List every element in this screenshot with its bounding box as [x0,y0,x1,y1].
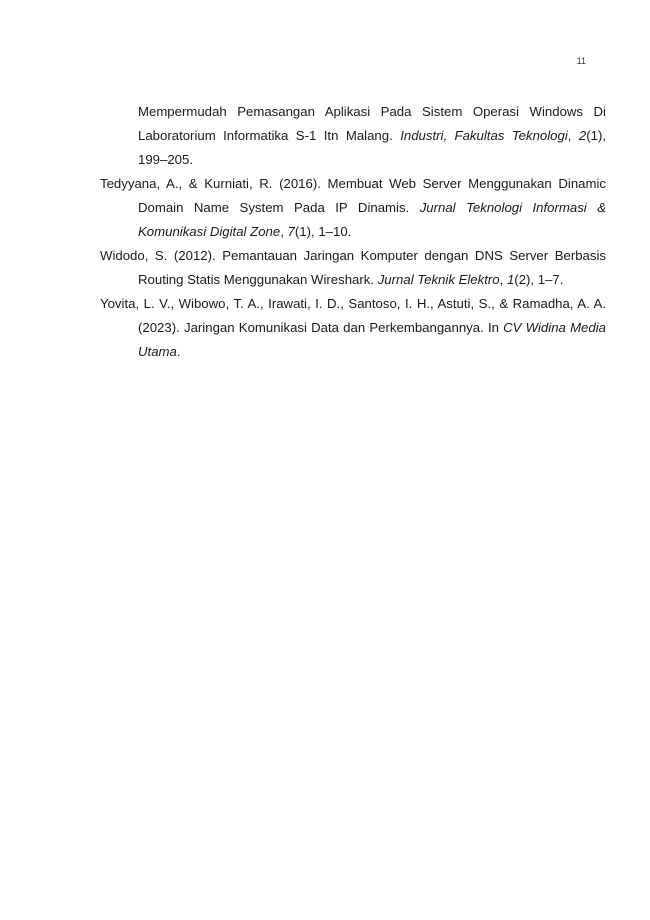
reference-separator: , [567,128,579,143]
reference-issue-pages: (1), 199–205. [138,128,607,167]
reference-entry-widodo [100,244,606,292]
reference-entry-continued [100,100,606,172]
reference-text: Mempermudah Pemasangan Aplikasi Pada Sistem Operasi Windows Di Laboratorium Informatika S-1 Itn Malang. [138,104,606,143]
reference-text: Tedyyana, A., & Kurniati, R. (2016). Membuat Web Server Menggunakan Dinamic Domain Name System Pada IP Dinamis. [100,176,606,215]
reference-text: Yovita, L. V., Wibowo, T. A., Irawati, I. D., Santoso, I. H., Astuti, S., & Ramadha, A. A. (2023). Jaringan Komunikasi Data dan Perkembangannya. In [100,296,606,335]
reference-entry-tedyyana [100,172,606,244]
reference-list [100,100,606,364]
reference-separator: , [280,224,288,239]
reference-journal: Industri, Fakultas Teknologi [400,128,568,143]
reference-volume: 7 [287,224,295,239]
reference-separator: , [499,272,507,287]
page-number: 11 [576,56,586,66]
reference-volume: 2 [578,128,587,143]
reference-publisher: CV Widina Media Utama [138,320,606,359]
reference-text: Widodo, S. (2012). Pemantauan Jaringan Komputer dengan DNS Server Berbasis Routing Statis Menggunakan Wireshark. [100,248,606,287]
reference-volume: 1 [506,272,515,287]
reference-issue-pages: (1), 1–10. [294,224,352,239]
reference-journal: Jurnal Teknik Elektro [377,272,500,287]
reference-journal: Jurnal Teknologi Informasi & Komunikasi Digital Zone [138,200,606,239]
reference-entry-yovita [100,292,606,364]
reference-issue-pages: (2), 1–7. [514,272,564,287]
reference-issue-pages: . [176,344,181,359]
